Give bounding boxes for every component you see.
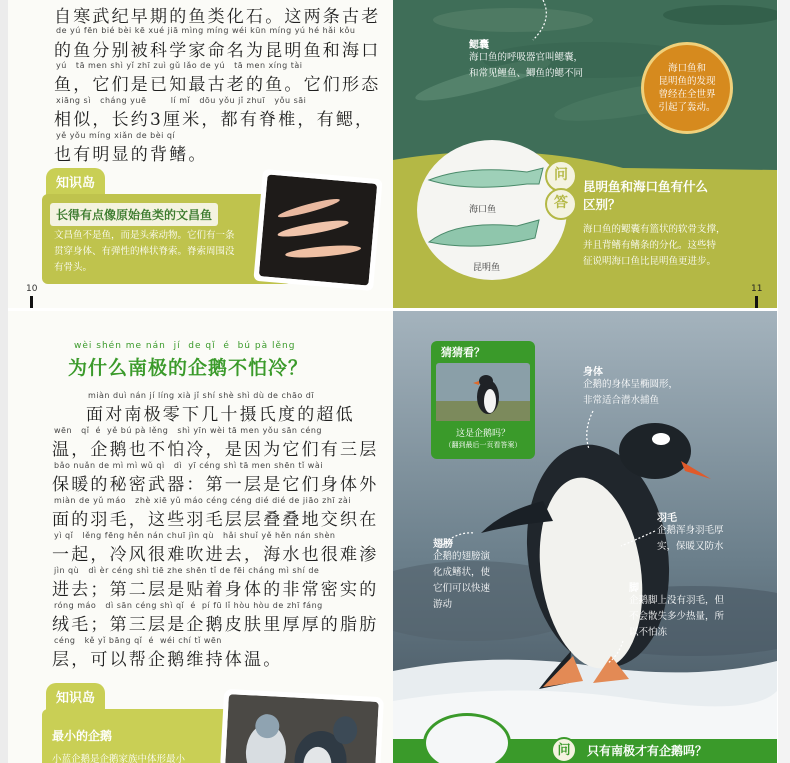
pinyin-line-5: yě yǒu míng xiǎn de bèi qí [56, 131, 176, 140]
pinyin-line-2: de yú fēn bié bèi kē xué jiā mìng míng wéi kūn míng yú hé hǎi kǒu [56, 26, 356, 35]
foot-text-line-1: 企鹅脚上没有羽毛，但 [629, 595, 725, 606]
gill-body-line-2: 和常见鲤鱼、鲫鱼的鳃不同 [469, 68, 584, 79]
qa-body-line-2: 并且背鳍有鳍条的分化。这些特 [583, 240, 717, 251]
qa-body-line-3: 征说明海口鱼比昆明鱼更进步。 [583, 256, 717, 267]
badge-line-2: 昆明鱼的发现 [658, 76, 716, 87]
page-top-right [393, 0, 777, 308]
guess-title: 猜猜看？ [441, 346, 485, 359]
text-b-4: 面的羽毛，这些羽毛层层叠叠地交织在 [52, 510, 379, 530]
pinyin-b-8: céng kě yǐ bāng qǐ é wéi chí tǐ wēn [54, 636, 222, 645]
text-b-1: 面对南极零下几十摄氏度的超低 [86, 405, 355, 425]
text-line-4: 相似，长约3厘米，都有脊椎，有鳃， [54, 110, 375, 130]
badge-line-1: 海口鱼和 [667, 63, 706, 74]
pinyin-b-1: miàn duì nán jí líng xià jǐ shí shè shì dù de chāo dī [88, 391, 315, 400]
pinyin-line-4: xiāng sì cháng yuē lí mǐ dōu yǒu jǐ zhuī yǒu sāi [56, 96, 307, 105]
page-bottom-left [8, 311, 393, 763]
knowledge-island-body [54, 228, 274, 276]
knowledge-island-tag-2: 知识岛 [46, 683, 105, 710]
little-penguin-photo-frame [220, 689, 384, 763]
wing-text-line-3: 它们可以快速 [433, 583, 491, 594]
feather-title: 羽毛 [657, 513, 677, 524]
pinyin-b-3: bǎo nuǎn de mì mì wǔ qì dì yī céng shì tā men shēn tǐ wài [54, 461, 323, 470]
gill-body-line-1: 海口鱼的呼吸器官叫鳃囊， [469, 52, 584, 63]
text-line-3: 鱼，它们是已知最古老的鱼。它们形态 [54, 75, 381, 95]
chapter-title: 为什么南极的企鹅不怕冷？ [68, 357, 309, 379]
question-badge-2: 问 [551, 737, 577, 763]
foot-text [629, 593, 724, 641]
kd-body-line-1: 文昌鱼不是鱼，而是头索动物。它们有一条 [54, 230, 235, 241]
knowledge-island-title: 长得有点像原始鱼类的文昌鱼 [50, 203, 218, 226]
wing-text-line-2: 化成鳍状，使 [433, 567, 491, 578]
guess-hint: （翻到最后一页看答案） [444, 441, 522, 449]
page-bottom-right [393, 311, 777, 763]
text-b-2: 温，企鹅也不怕冷，是因为它们有三层 [52, 440, 379, 460]
knowledge-island-title-2: 最小的企鹅 [52, 729, 113, 743]
feather-text [657, 523, 724, 555]
page-marker-right [755, 296, 758, 308]
text-line-5: 也有明显的背鳍。 [54, 145, 208, 165]
wing-text-line-1: 企鹅的翅膀演 [433, 551, 491, 562]
page-number-right: 11 [751, 284, 763, 294]
little-penguin-photo [225, 694, 379, 763]
discovery-badge-text [643, 62, 731, 114]
pinyin-b-7: róng máo dì sān céng shì qǐ é pí fū lǐ hòu hòu de zhī fáng [54, 601, 323, 610]
amphioxus-photo [259, 174, 377, 285]
left-frame [0, 0, 8, 763]
body-text-line-1: 企鹅的身体呈椭圆形， [583, 379, 679, 390]
pinyin-b-5: yì qǐ lěng fēng hěn nán chuī jìn qù hǎi shuǐ yě hěn nán shèn [54, 531, 336, 540]
kd-body-line-2: 贯穿身体、有弹性的棒状脊索。脊索周围没 [54, 246, 235, 257]
text-b-8: 层，可以帮企鹅维持体温。 [52, 650, 283, 670]
qa-body-line-1: 海口鱼的鳃囊有篮状的软骨支撑， [583, 224, 726, 235]
qa-title-line-1: 昆明鱼和海口鱼有什么 [583, 179, 709, 194]
feather-text-line-2: 实，保暖又防水 [657, 541, 724, 552]
title-pinyin: wèi shén me nán jí de qǐ é bú pà lěng [74, 341, 296, 351]
fish2-label: 昆明鱼 [473, 263, 501, 273]
kd-body-line-3: 有骨头。 [54, 262, 93, 273]
page-marker-left [30, 296, 33, 308]
badge-line-4: 引起了轰动。 [658, 102, 716, 113]
text-line-1: 自寒武纪早期的鱼类化石。这两条古老 [54, 7, 381, 27]
question-badge: 问 [545, 160, 577, 192]
right-frame [778, 0, 790, 763]
body-text [583, 377, 678, 409]
pinyin-line-3: yú tā men shì yǐ zhī zuì gǔ lǎo de yú tā men xíng tài [56, 61, 303, 70]
wing-text-line-4: 游动 [433, 599, 453, 610]
pinyin-b-6: jìn qù dì èr céng shì tiē zhe shēn tǐ de fēi cháng mì shí de [54, 566, 320, 575]
pinyin-b-4: miàn de yǔ máo zhè xiē yǔ máo céng céng dié dié de jiāo zhī zài [54, 496, 352, 505]
knowledge-island-body-2: 小蓝企鹅是企鹅家族中体形最小 [52, 754, 186, 763]
guess-question: 这是企鹅吗？ [455, 429, 510, 439]
wing-title: 翅膀 [433, 539, 453, 550]
body-title: 身体 [583, 367, 603, 378]
qa-body [583, 222, 726, 270]
page-number-left: 10 [26, 284, 38, 294]
amphioxus-photo-frame [253, 169, 382, 291]
text-b-5: 一起，冷风很难吹进去，海水也很难渗 [52, 545, 379, 565]
fish1-label: 海口鱼 [469, 205, 497, 215]
page-top-left [8, 0, 393, 308]
foot-title: 脚 [629, 583, 639, 594]
pinyin-b-2: wēn qǐ é yě bú pà lěng shì yīn wèi tā men yǒu sān céng [54, 426, 323, 435]
qa-question: 只有南极才有企鹅吗？ [587, 744, 708, 758]
gill-body [469, 50, 583, 82]
badge-line-3: 曾经在全世界 [658, 89, 716, 100]
text-line-2: 的鱼分别被科学家命名为昆明鱼和海口 [54, 41, 381, 61]
body-text-line-2: 非常适合潜水捕鱼 [583, 395, 660, 406]
text-b-3: 保暖的秘密武器：第一层是它们身体外 [52, 475, 379, 495]
qa-title [583, 178, 708, 214]
qa-title-line-2: 区别？ [583, 197, 621, 212]
foot-text-line-2: 不会散失多少热量，所 [629, 611, 725, 622]
feather-text-line-1: 企鹅浑身羽毛厚 [657, 525, 724, 536]
knowledge-island-tag: 知识岛 [46, 168, 105, 195]
puffin-photo [436, 363, 530, 421]
gill-title: 鳃囊 [469, 40, 489, 51]
text-b-7: 绒毛；第三层是企鹅皮肤里厚厚的脂肪 [52, 615, 379, 635]
foot-text-line-3: 以不怕冻 [629, 627, 668, 638]
wing-text [433, 549, 490, 613]
text-b-6: 进去；第二层是贴着身体的非常密实的 [52, 580, 379, 600]
answer-badge: 答 [545, 188, 577, 220]
